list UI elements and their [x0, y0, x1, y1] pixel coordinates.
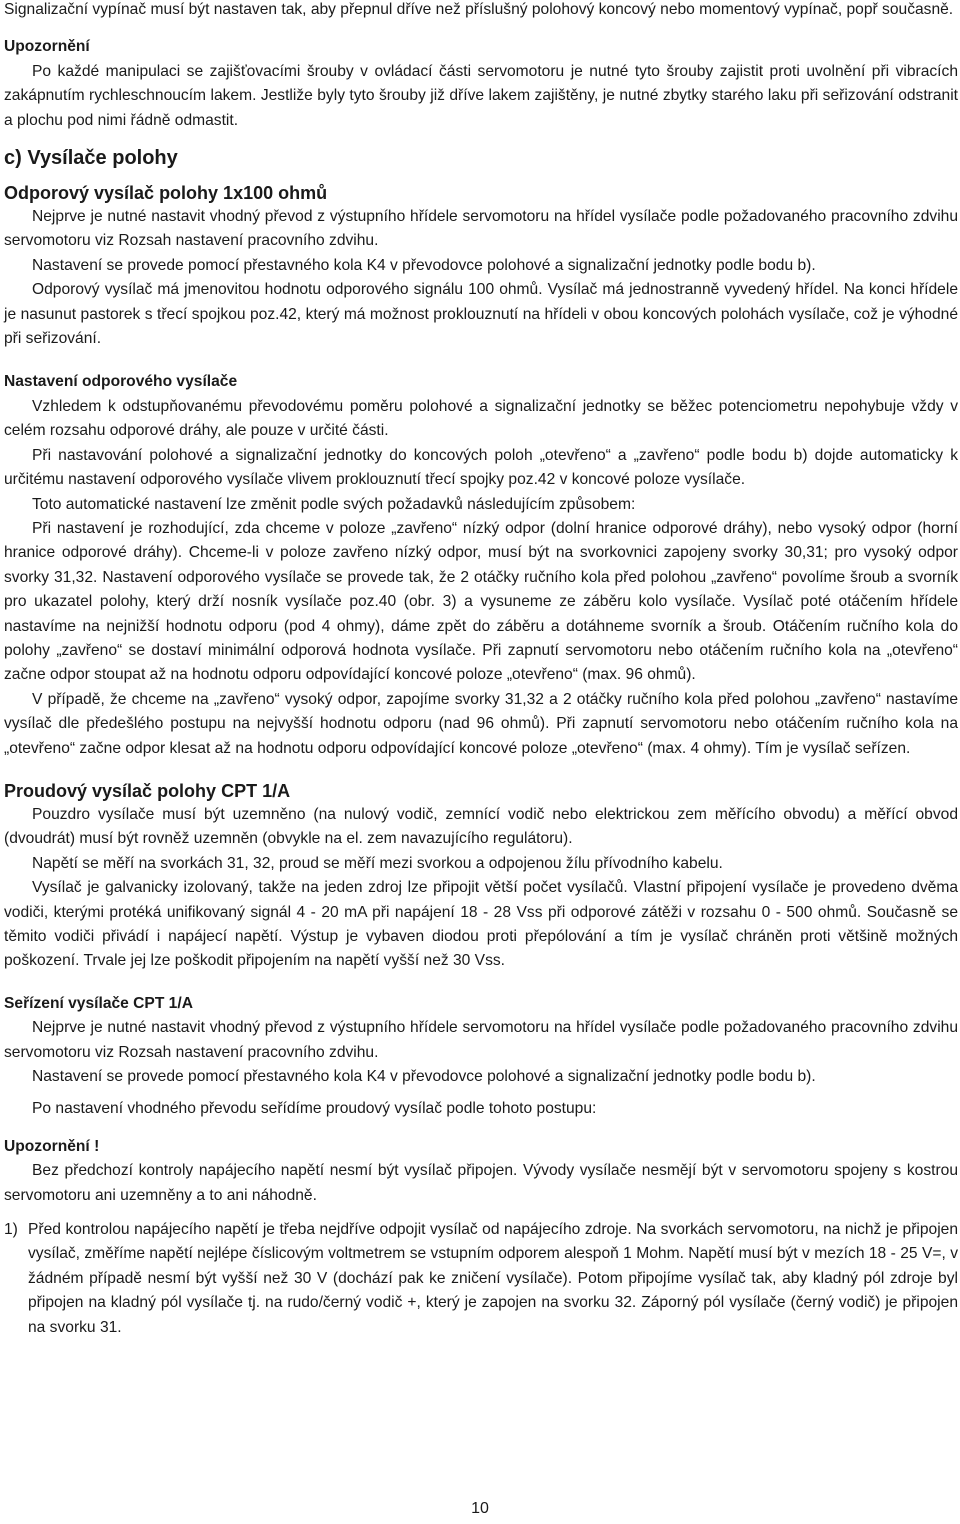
paragraph: Signalizační vypínač musí být nastaven tak, aby přepnul dříve než příslušný polohový koncový nebo momentový vypínač, popř současně.	[4, 1, 954, 18]
paragraph: V případě, že chceme na „zavřeno“ vysoký odpor, zapojíme svorky 31,32 a 2 otáčky ručního kola před polohou „zavřeno“ nastavíme vysílač dle předešlého postupu na nejvyšší hodnotu odporu (nad 96 ohmů). Při zapnutí servomotoru nebo otáčením ručního kola na „otevřeno“ začne odpor klesat až na hodnotu odporu odpovídající koncové poloze „otevřeno“ (max. 4 ohmy). Tím je vysílač seřízen.	[4, 690, 958, 757]
list-item	[4, 1218, 958, 1340]
paragraph: Po každé manipulaci se zajišťovacími šrouby v ovládací části servomotoru je nutné tyto šrouby zajistit proti uvolnění při vibracích zakápnutím rychleschnoucím lakem. Jestliže byly tyto šrouby již dříve lakem zajištěny, je nutné zbytky starého laku při seřizování odstranit a plochu pod nimi řádně odmastit.	[4, 62, 958, 129]
list-item-text: Před kontrolou napájecího napětí je třeba nejdříve odpojit vysílač od napájecího zdroje. Na svorkách servomotoru, na nichž je připojen vysílač, změříme napětí nejlépe číslicovým voltmetrem se vstupním odporem alespoň 1 Mohm. Napětí musí být v mezích 18 - 25 V=, v žádném případě nesmí být vyšší než 30 V (dochází pak ke zničení vysílače). Potom připojíme vysílač tak, aby kladný pól zdroje byl připojen na kladný pól vysílače tj. na rudo/černý vodič +, který je zapojen na svorku 32. Záporný pól vysílače (černý vodič) je připojen na svorku 31.	[28, 1221, 958, 1336]
heading-upozorneni: Upozornění !	[4, 1137, 100, 1155]
paragraph: Vysílač je galvanicky izolovaný, takže na jeden zdroj lze připojit větší počet vysílačů. Vlastní připojení vysílače je provedeno dvěma vodiči, kterými protéká unifikovaný signál 4 - 20 mA při napájení 18 - 28 Vss při odporové zátěži v rozsahu 0 - 500 ohmů. Současně se těmito vodiči přivádí i napájecí napětí. Výstup je vybaven diodou proti přepólování a tím je vysílač chráněn proti většině možných poškození. Trvale jej lze poškodit připojením na napětí vyšší než 30 Vss.	[4, 879, 958, 970]
heading-serizeni: Seřízení vysílače CPT 1/A	[4, 994, 193, 1012]
subsection-heading: Proudový vysílač polohy CPT 1/A	[4, 780, 291, 801]
subsection-heading: Odporový vysílač polohy 1x100 ohmů	[4, 183, 328, 204]
section-heading: c) Vysílače polohy	[4, 147, 178, 170]
document-page	[4, 0, 958, 1340]
list-number: 1)	[4, 1221, 18, 1239]
paragraph: Pouzdro vysílače musí být uzemněno (na nulový vodič, zemnící vodič nebo elektrickou zem měřícího obvodu) a měřící obvod (dvoudrát) musí být rovněž uzemněn (obvykle na el. zem navazujícího regulátoru).	[4, 805, 958, 848]
paragraph: Při nastavování polohové a signalizační jednotky do koncových poloh „otevřeno“ a „zavřeno“ podle bodu b) dojde automaticky k určitému nastavení odporového vysílače vlivem proklouznutí třecí spojky poz.42 v koncové poloze vysílače.	[4, 446, 958, 489]
paragraph: Nejprve je nutné nastavit vhodný převod z výstupního hřídele servomotoru na hřídel vysílače podle požadovaného pracovního zdvihu servomotoru viz Rozsah nastavení pracovního zdvihu.	[4, 1019, 958, 1061]
paragraph: Vzhledem k odstupňovanému převodovému poměru polohové a signalizační jednotky se běžec potenciometru nepohybuje vždy v celém rozsahu odporové dráhy, ale pouze v určité části.	[4, 397, 958, 440]
paragraph: Bez předchozí kontroly napájecího napětí nesmí být vysílač připojen. Vývody vysílače nesmějí být v servomotoru spojeny s kostrou servomotoru ani uzemněny a to ani náhodně.	[4, 1162, 958, 1204]
heading-upozorneni: Upozornění	[4, 38, 90, 56]
paragraph: Nejprve je nutné nastavit vhodný převod z výstupního hřídele servomotoru na hřídel vysílače podle požadovaného pracovního zdvihu servomotoru viz Rozsah nastavení pracovního zdvihu.	[4, 208, 958, 250]
paragraph: Odporový vysílač má jmenovitou hodnotu odporového signálu 100 ohmů. Vysílač má jednostranně vyvedený hřídel. Na konci hřídele je nasunut pastorek s třecí spojkou poz.42, který má možnost proklouznutí na hřídeli v obou koncových polohách vysílače, což je výhodné při seřizování.	[4, 281, 958, 348]
paragraph: Nastavení se provede pomocí přestavného kola K4 v převodovce polohové a signalizační jednotky podle bodu b).	[32, 256, 816, 274]
page-number: 10	[471, 1500, 489, 1517]
paragraph: Po nastavení vhodného převodu seřídíme proudový vysílač podle tohoto postupu:	[32, 1100, 597, 1118]
paragraph: Nastavení se provede pomocí přestavného kola K4 v převodovce polohové a signalizační jednotky podle bodu b).	[32, 1068, 816, 1086]
paragraph: Toto automatické nastavení lze změnit podle svých požadavků následujícím způsobem:	[32, 495, 636, 513]
paragraph: Napětí se měří na svorkách 31, 32, proud se měří mezi svorkou a odpojenou žílu přívodního kabelu.	[32, 854, 723, 872]
heading-nastaveni: Nastavení odporového vysílače	[4, 373, 238, 391]
paragraph: Při nastavení je rozhodující, zda chceme v poloze „zavřeno“ nízký odpor (dolní hranice odporové dráhy), nebo vysoký odpor (horní hranice odporové dráhy). Chceme-li v poloze zavřeno nízký odpor, musí být na svorkovnici zapojeny svorky 30,31; pro vysoký odpor svorky 31,32. Nastavení odporového vysílače se provede tak, že 2 otáčky ručního kola před polohou „zavřeno“ povolíme šroub a svorník pro ukazatel polohy, který drží nosník vysílače poz.40 (obr. 3) a vysuneme ze záběru kolo vysílače. Vysílač poté otáčením hřídele nastavíme na nejnižší hodnotu odporu (pod 4 ohmy), dáme zpět do záběru a dotáhneme svorník a šroub. Otáčením ručního kola do polohy „zavřeno“ se dostaví minimální odporová hodnota vysílače. Při zapnutí servomotoru nebo otáčením ručního kola na „otevřeno“ začne odpor stoupat až na hodnotu odporu odpovídající koncové poloze „otevřeno“ (max. 96 ohmů).	[4, 519, 958, 684]
